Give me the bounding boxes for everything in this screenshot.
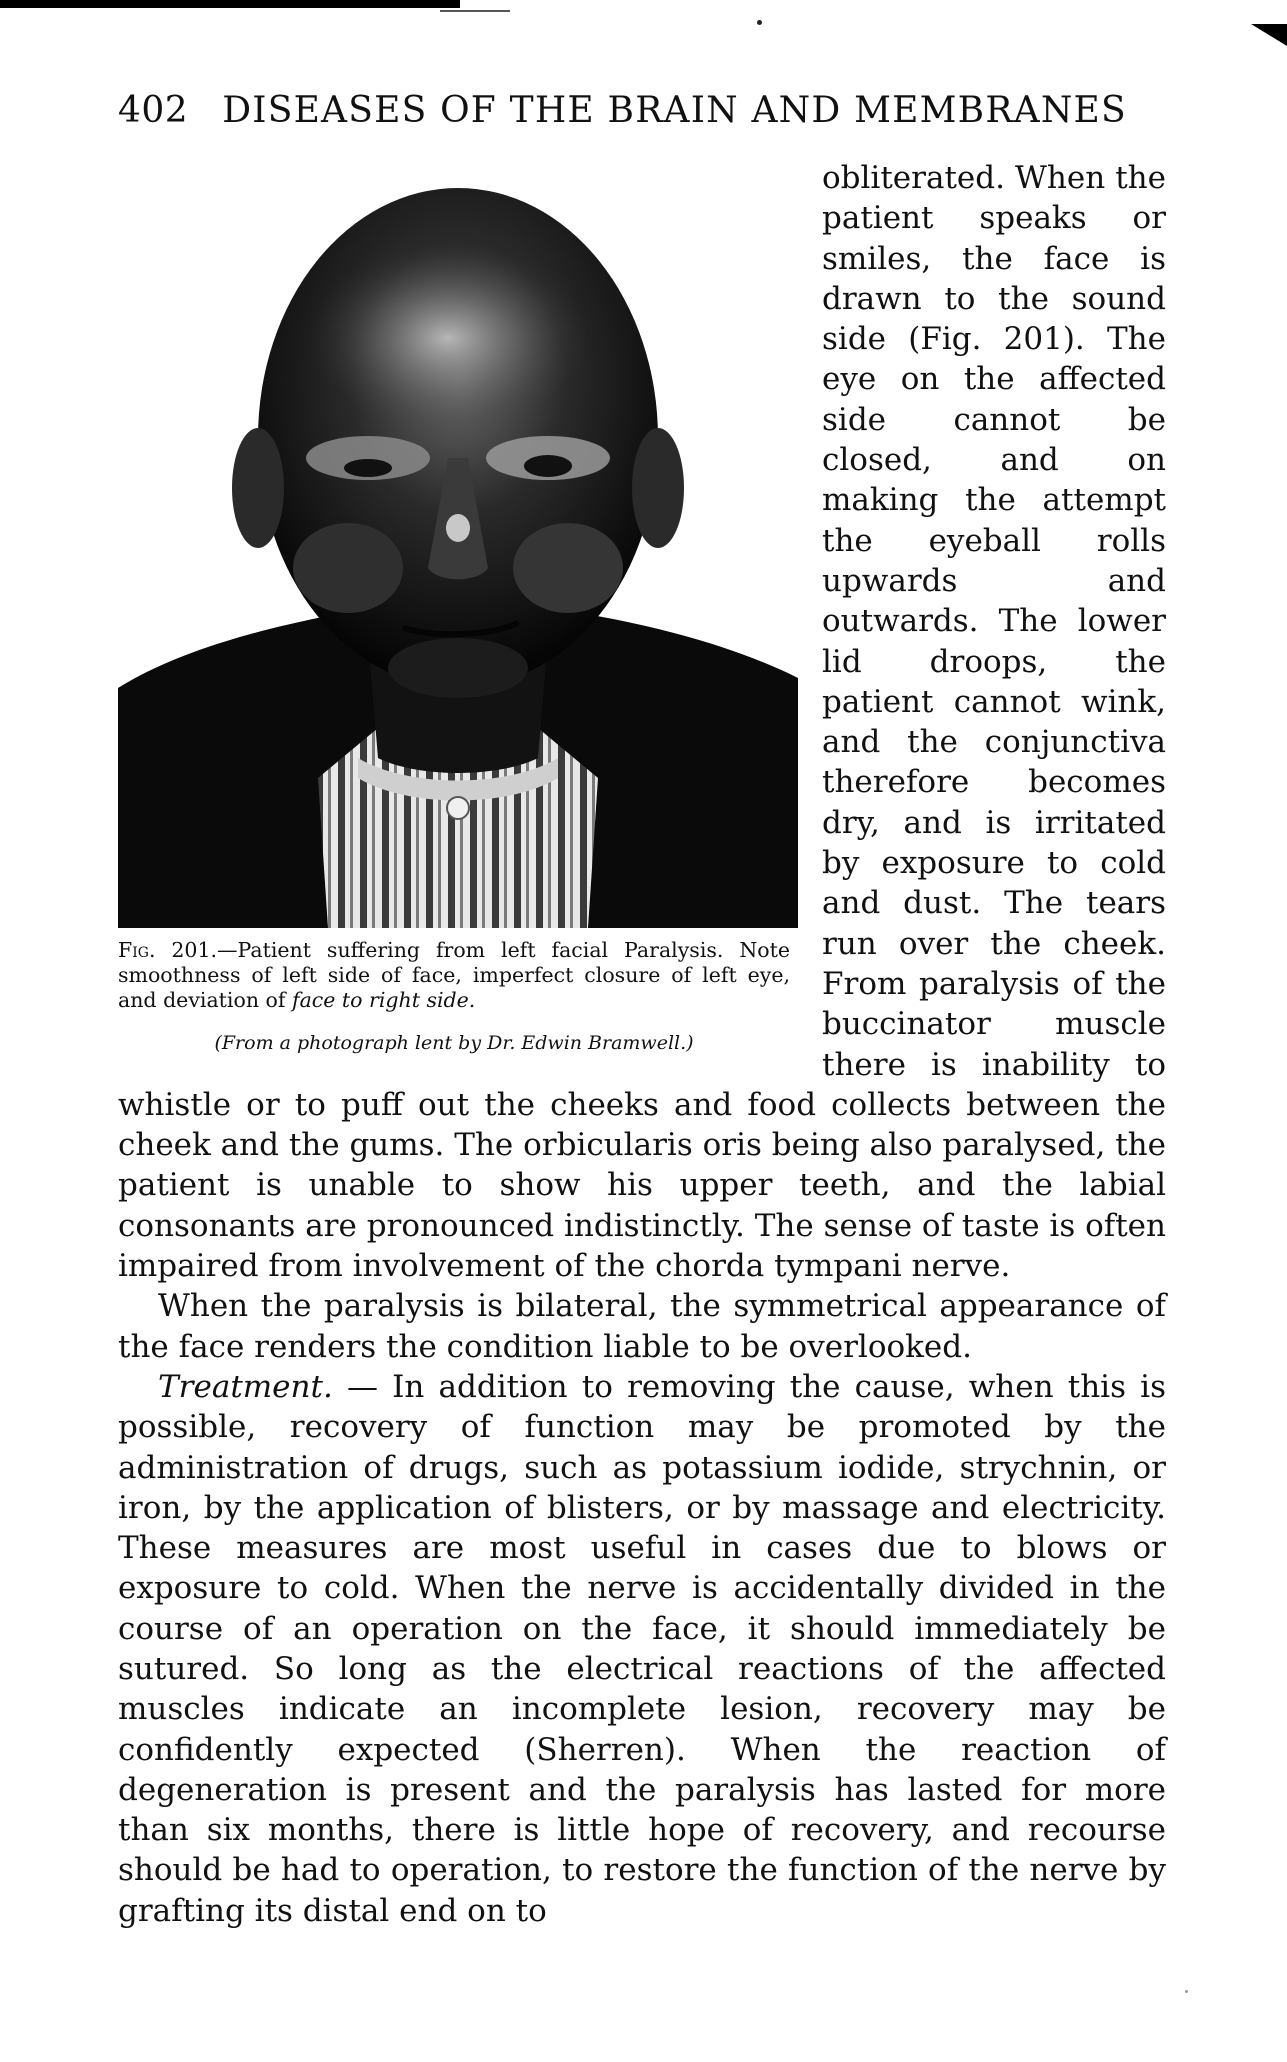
caption-text: —Patient suffering from left facial Paralysis. Note smoothness of left side of face, imperfect closure of left eye, and deviation of bbox=[118, 938, 790, 1012]
scan-speck bbox=[1185, 1990, 1188, 1993]
running-title: DISEASES OF THE BRAIN AND MEMBRANES bbox=[222, 90, 1127, 131]
treatment-heading: Treatment. bbox=[158, 1368, 333, 1405]
page bbox=[118, 90, 1166, 1931]
figure-201 bbox=[118, 168, 798, 1063]
paragraph-bilateral: When the paralysis is bilateral, the symmetrical appearance of the face renders the condition liable to be overlooked. bbox=[118, 1288, 1166, 1365]
caption-italic-text: face to right side. bbox=[291, 988, 476, 1012]
body-text bbox=[118, 158, 1166, 1931]
portrait-photo bbox=[118, 168, 798, 928]
treatment-dash: — bbox=[332, 1368, 393, 1405]
paragraph-intro: obliterated. When the patient speaks or smiles, the face is drawn to the sound side (Fig. 201). The eye on the affected side cannot be closed, and on making the attempt the eyeball rolls upwards and outwards. The lower lid droops, the patient cannot wink, and the conjunctiva therefore becomes dry, and is irritated by exposure to cold and dust. The tears run over the cheek. From paralysis of the buccinator muscle there is inability to whistle or to puff out the cheeks and food collects between the cheek and the gums. The orbicularis oris being also paralysed, the patient is unable to show his upper teeth, and the labial consonants are pronounced indistinctly. The sense of taste is often impaired from involvement of the chorda tympani nerve. bbox=[118, 160, 1166, 1285]
figure-caption bbox=[118, 938, 790, 1013]
running-head bbox=[118, 90, 1166, 142]
scan-speck bbox=[757, 20, 762, 25]
paragraph-treatment: In addition to removing the cause, when this is possible, recovery of function may be promoted by the administration of drugs, such as potassium iodide, strychnin, or iron, by the application of blisters, or by massage and electricity. These measures are most useful in cases due to blows or exposure to cold. When the nerve is accidentally divided in the course of an operation on the face, it should immediately be sutured. So long as the electrical reactions of the affected muscles indicate an incomplete lesion, recovery may be confidently expected (Sherren). When the reaction of degeneration is present and the paralysis has lasted for more than six months, there is little hope of recovery, and recourse should be had to operation, to restore the function of the nerve by grafting its distal end on to bbox=[118, 1368, 1166, 1929]
figure-label: Fig. 201. bbox=[118, 938, 218, 962]
page-corner-mark bbox=[1251, 24, 1287, 46]
scan-edge-mark bbox=[440, 10, 510, 12]
figure-credit: (From a photograph lent by Dr. Edwin Bramwell.) bbox=[214, 1032, 694, 1054]
scan-edge-mark bbox=[0, 0, 460, 8]
page-number: 402 bbox=[118, 90, 189, 131]
